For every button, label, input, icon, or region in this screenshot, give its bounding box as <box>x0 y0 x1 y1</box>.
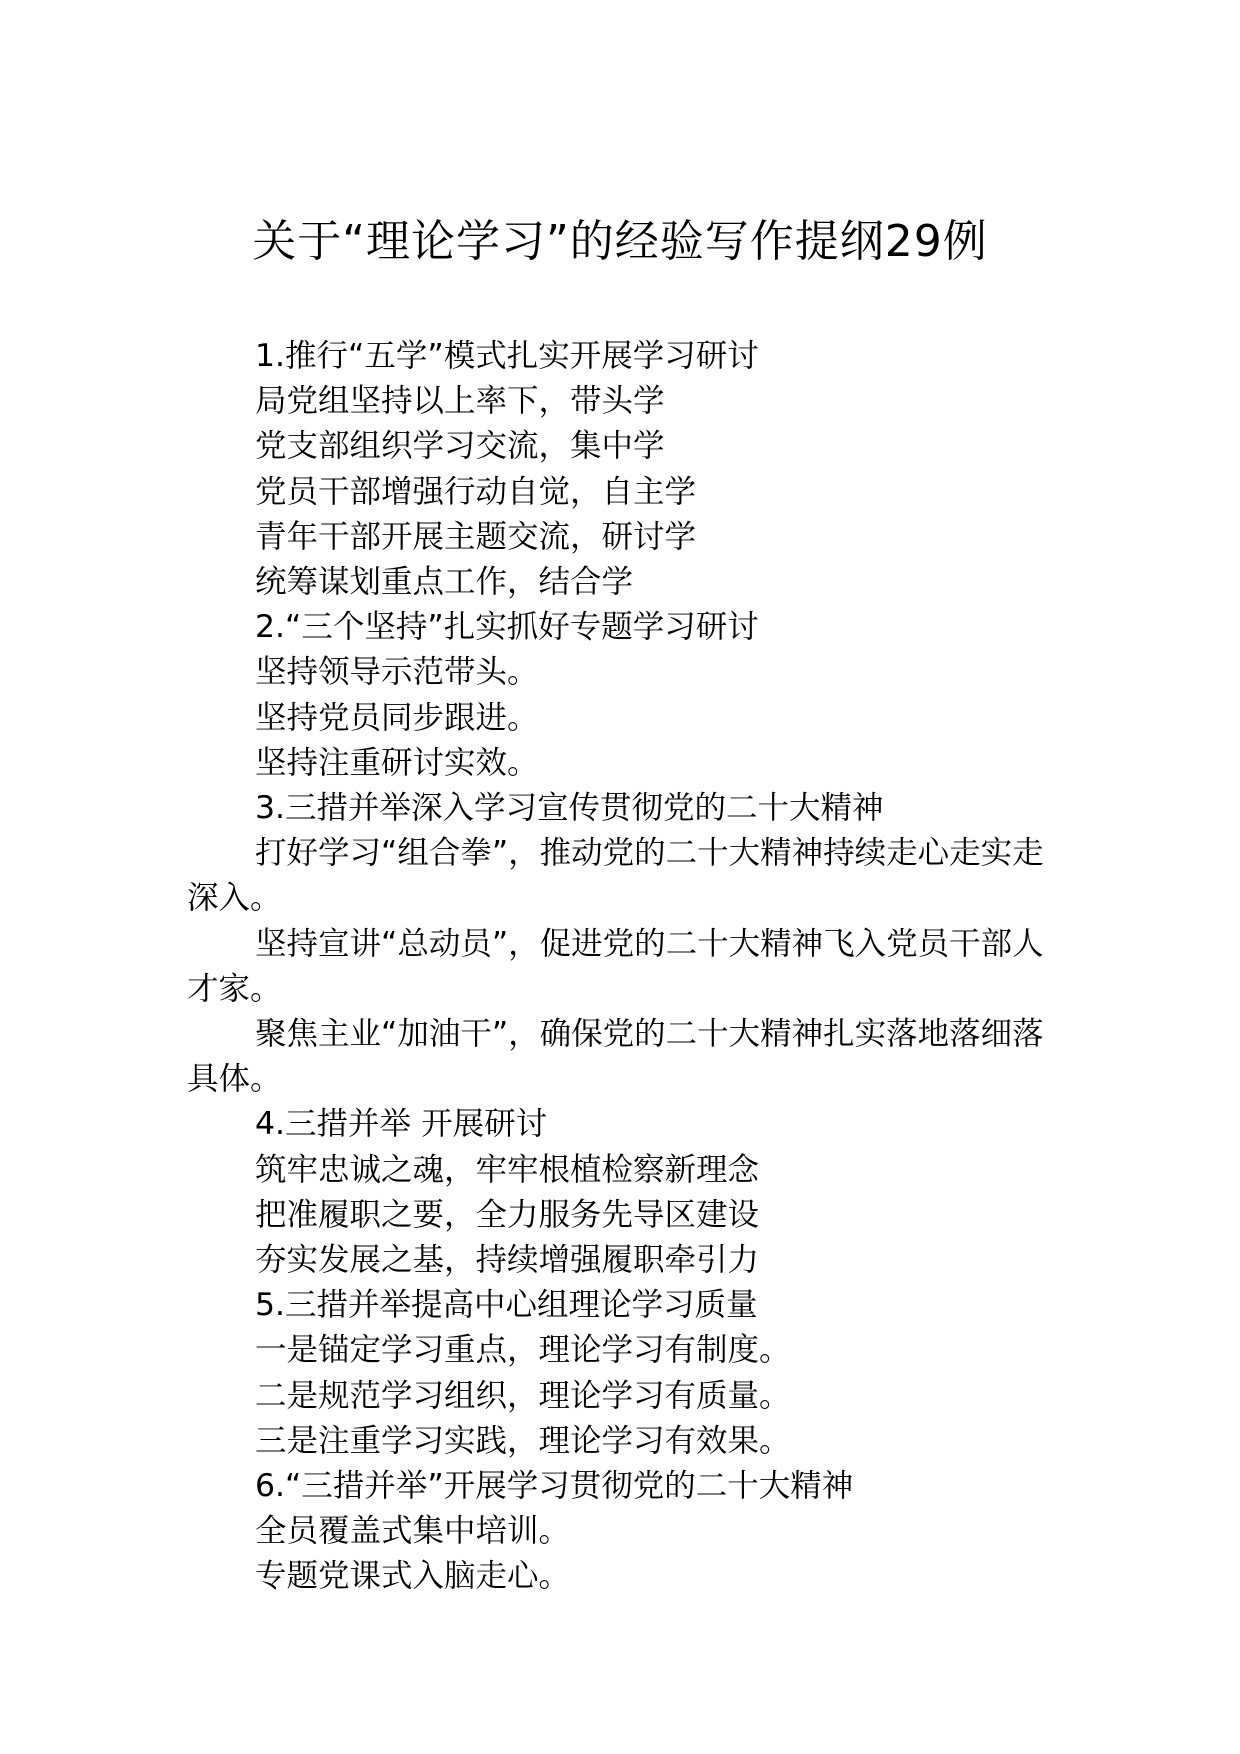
body-line: 把准履职之要，全力服务先导区建设 <box>255 1196 760 1233</box>
document-body <box>187 334 1057 1600</box>
section-heading: 2.“三个坚持”扎实抓好专题学习研讨 <box>255 609 759 646</box>
body-line: 三是注重学习实践，理论学习有效果。 <box>255 1422 791 1459</box>
body-line: 全员覆盖式集中培训。 <box>255 1513 571 1550</box>
body-line: 专题党课式入脑走心。 <box>255 1558 571 1595</box>
body-line: 筑牢忠诚之魂，牢牢根植检察新理念 <box>255 1151 760 1188</box>
section-heading: 4.三措并举 开展研讨 <box>255 1106 548 1143</box>
body-line: 坚持注重研讨实效。 <box>255 744 539 781</box>
section-heading: 1.推行“五学”模式扎实开展学习研讨 <box>255 338 759 374</box>
section-heading: 5.三措并举提高中心组理论学习质量 <box>255 1287 758 1324</box>
body-paragraph: 聚焦主业“加油干”，确保党的二十大精神扎实落地落细落具体。 <box>187 1016 1044 1098</box>
body-paragraph: 坚持宣讲“总动员”，促进党的二十大精神飞入党员干部人才家。 <box>187 925 1044 1007</box>
document-title: 关于“理论学习”的经验写作提纲29例 <box>252 216 988 267</box>
body-line: 二是规范学习组织，理论学习有质量。 <box>255 1377 791 1414</box>
body-line: 局党组坚持以上率下，带头学 <box>255 383 665 420</box>
body-line: 夯实发展之基，持续增强履职牵引力 <box>255 1242 760 1279</box>
body-line: 统筹谋划重点工作，结合学 <box>255 564 634 601</box>
body-line: 坚持领导示范带头。 <box>255 654 539 691</box>
body-line: 党支部组织学习交流，集中学 <box>255 428 665 465</box>
section-heading: 3.三措并举深入学习宣传贯彻党的二十大精神 <box>255 790 884 827</box>
body-line: 坚持党员同步跟进。 <box>255 699 539 736</box>
body-line: 党员干部增强行动自觉，自主学 <box>255 473 697 510</box>
body-paragraph: 打好学习“组合拳”，推动党的二十大精神持续走心走实走深入。 <box>187 835 1044 917</box>
body-line: 一是锚定学习重点，理论学习有制度。 <box>255 1332 791 1369</box>
body-line: 青年干部开展主题交流，研讨学 <box>255 518 697 555</box>
section-heading: 6.“三措并举”开展学习贯彻党的二十大精神 <box>255 1468 854 1505</box>
